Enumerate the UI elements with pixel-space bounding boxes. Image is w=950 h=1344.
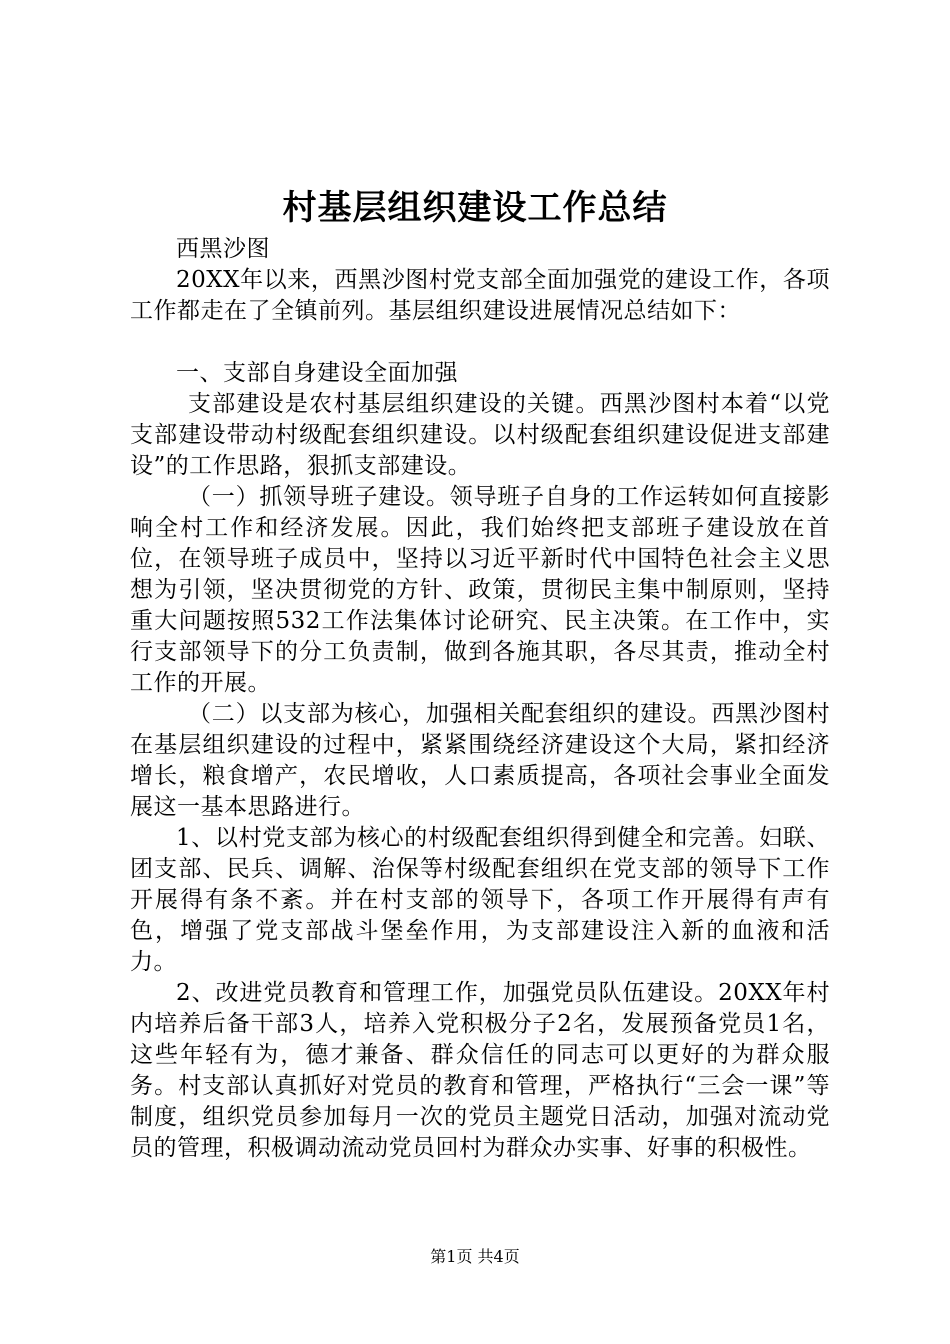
page-footer: 第1页 共4页 [430,1247,520,1266]
author-line [130,234,830,265]
section-heading: 一、支部自身建设全面加强 [176,360,458,386]
paragraph: 1、以村党支部为核心的村级配套组织得到健全和完善。妇联、团支部、民兵、调解、治保等村级配套组织在党支部的领导下工作开展得有条不紊。并在村支部的领导下，各项工作开展得有声有色，增强了党支部战斗堡垒作用，为支部建设注入新的血液和活力。 [130,825,830,975]
paragraph: 2、改进党员教育和管理工作，加强党员队伍建设。20XX年村内培养后备干部3人，培养入党积极分子2名，发展预备党员1名，这些年轻有为，德才兼备、群众信任的同志可以更好的为群众服务。村支部认真抓好对党员的教育和管理，严格执行“三会一课”等制度，组织党员参加每月一次的党员主题党日活动，加强对流动党员的管理，积极调动流动党员回村为群众办实事、好事的积极性。 [130,980,830,1161]
paragraph: （一）抓领导班子建设。领导班子自身的工作运转如何直接影响全村工作和经济发展。因此，我们始终把支部班子建设放在首位，在领导班子成员中，坚持以习近平新时代中国特色社会主义思想为引领，坚决贯彻党的方针、政策，贯彻民主集中制原则，坚持重大问题按照532工作法集体讨论研究、民主决策。在工作中，实行支部领导下的分工负责制，做到各施其职，各尽其责，推动全村工作的开展。 [130,484,830,696]
paragraph: （二）以支部为核心，加强相关配套组织的建设。西黑沙图村在基层组织建设的过程中，紧紧围绕经济建设这个大局，紧扣经济增长，粮食增产，农民增收，人口素质提高，各项社会事业全面发展这一基本思路进行。 [130,701,830,820]
paragraph: 支部建设是农村基层组织建设的关键。西黑沙图村本着“以党支部建设带动村级配套组织建设。以村级配套组织建设促进支部建设”的工作思路，狠抓支部建设。 [130,391,830,479]
paragraph-gap [130,327,830,358]
paragraph: 20XX年以来，西黑沙图村党支部全面加强党的建设工作，各项工作都走在了全镇前列。基层组织建设进展情况总结如下： [130,267,830,324]
document-title: 村基层组织建设工作总结 [282,188,668,228]
author-name: 西黑沙图 [176,236,270,262]
document-body [130,234,830,1164]
